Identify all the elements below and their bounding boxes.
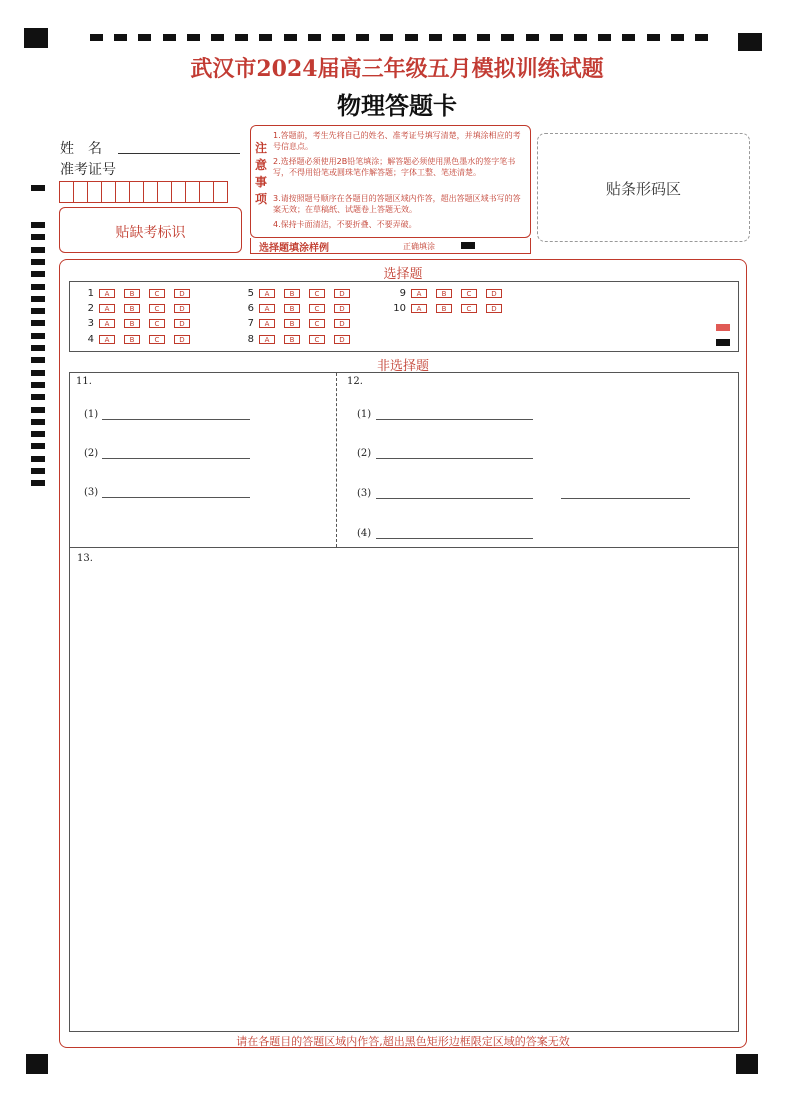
name-field[interactable] (118, 153, 240, 154)
timing-mark-top (114, 34, 127, 41)
option-bubble-b[interactable]: B (284, 289, 300, 298)
q11-12-area (69, 372, 739, 548)
timing-mark-left (31, 357, 45, 363)
option-bubble-b[interactable]: B (284, 319, 300, 328)
notice-item-2: 2.选择题必须使用2B铅笔填涂；解答题必须使用黑色墨水的签字笔书写，不得用铅笔或圆珠笔作解答题；字体工整、笔迹清楚。 (273, 157, 516, 177)
timing-mark-left (31, 333, 45, 339)
q12-part-1-label: (1) (357, 409, 372, 420)
option-bubble-d[interactable]: D (174, 289, 190, 298)
sample-row (250, 238, 531, 254)
option-bubble-a[interactable]: A (99, 319, 115, 328)
option-bubble-a[interactable]: A (99, 289, 115, 298)
timing-mark-left (31, 370, 45, 376)
option-bubble-b[interactable]: B (436, 289, 452, 298)
choice-question-9 (388, 288, 511, 299)
option-bubble-a[interactable]: A (259, 289, 275, 298)
timing-mark-left (31, 480, 45, 486)
exam-id-cell[interactable] (73, 181, 88, 203)
timing-mark-left (31, 419, 45, 425)
option-bubble-c[interactable]: C (309, 289, 325, 298)
notice-heading: 注意事项 (255, 141, 268, 206)
choice-question-8 (236, 334, 359, 345)
timing-mark-left (31, 308, 45, 314)
q11-q12-divider (336, 373, 337, 547)
timing-mark-top (284, 34, 297, 41)
option-bubble-a[interactable]: A (99, 304, 115, 313)
option-bubble-c[interactable]: C (149, 335, 165, 344)
option-bubble-a[interactable]: A (411, 304, 427, 313)
exam-id-cell[interactable] (185, 181, 200, 203)
notice-item-1: 1.答题前，考生先将自己的姓名、准考证号填写清楚，并填涂相应的考号信息点。 (273, 131, 521, 151)
exam-id-cell[interactable] (129, 181, 144, 203)
q12-number: 12. (347, 376, 363, 387)
q11-number: 11. (76, 376, 92, 387)
timing-mark-red (716, 324, 730, 331)
q11-part-1-line[interactable] (102, 419, 250, 420)
option-bubble-a[interactable]: A (259, 335, 275, 344)
option-bubble-a[interactable]: A (259, 304, 275, 313)
timing-mark-top (671, 34, 684, 41)
timing-mark-top (163, 34, 176, 41)
question-number: 8 (247, 333, 254, 345)
timing-mark-top (332, 34, 345, 41)
option-bubble-b[interactable]: B (284, 304, 300, 313)
option-bubble-d[interactable]: D (334, 304, 350, 313)
timing-mark-top (138, 34, 151, 41)
timing-mark-top (429, 34, 442, 41)
q12-part-4-label: (4) (357, 528, 372, 539)
q11-part-1-label: (1) (84, 409, 99, 420)
timing-mark-top (501, 34, 514, 41)
question-number: 5 (247, 288, 254, 299)
timing-mark-left (31, 407, 45, 413)
registration-mark-bottom-right (736, 1054, 758, 1074)
q13-area[interactable] (69, 548, 739, 1032)
q12-part-2-label: (2) (357, 448, 372, 459)
timing-mark-top (574, 34, 587, 41)
option-bubble-a[interactable]: A (411, 289, 427, 298)
option-bubble-d[interactable]: D (174, 304, 190, 313)
timing-mark-left (31, 382, 45, 388)
question-number: 1 (87, 288, 94, 299)
option-bubble-d[interactable]: D (334, 335, 350, 344)
timing-mark-top (526, 34, 539, 41)
option-bubble-c[interactable]: C (309, 319, 325, 328)
timing-mark-left (31, 456, 45, 462)
option-bubble-b[interactable]: B (124, 319, 140, 328)
q11-part-3-line[interactable] (102, 497, 250, 498)
q13-number: 13. (77, 553, 93, 564)
timing-mark-top (380, 34, 393, 41)
timing-mark-left (31, 234, 45, 240)
timing-mark-left-single (31, 185, 45, 191)
exam-id-label: 准考证号 (60, 162, 116, 178)
timing-mark-left (31, 431, 45, 437)
timing-mark-left (31, 345, 45, 351)
timing-mark-left (31, 296, 45, 302)
q12-part-4-line[interactable] (376, 538, 533, 539)
option-bubble-c[interactable]: C (149, 319, 165, 328)
choice-question-10 (388, 303, 511, 314)
notice-item-4: 4.保持卡面清洁，不要折叠、不要弄破。 (273, 220, 417, 229)
option-bubble-d[interactable]: D (334, 289, 350, 298)
absent-sticker-label: 贴缺考标识 (115, 225, 186, 241)
q12-part-2-line[interactable] (376, 458, 533, 459)
timing-mark-left (31, 320, 45, 326)
question-number: 9 (399, 288, 406, 299)
exam-id-cell[interactable] (101, 181, 116, 203)
timing-mark-top (187, 34, 200, 41)
question-number: 3 (87, 318, 94, 330)
option-bubble-b[interactable]: B (284, 335, 300, 344)
timing-mark-top (695, 34, 708, 41)
timing-mark-top (356, 34, 369, 41)
question-number: 2 (87, 303, 94, 315)
option-bubble-d[interactable]: D (174, 335, 190, 344)
option-bubble-c[interactable]: C (461, 304, 477, 313)
option-bubble-c[interactable]: C (149, 289, 165, 298)
question-number: 10 (393, 303, 406, 315)
timing-mark-left (31, 394, 45, 400)
option-bubble-c[interactable]: C (149, 304, 165, 313)
timing-mark-top (211, 34, 224, 41)
exam-title: 武汉市2024届高三年级五月模拟训练试题 (190, 56, 604, 82)
exam-id-boxes[interactable] (59, 181, 227, 203)
timing-mark-left (31, 247, 45, 253)
footer-warning: 请在各题目的答题区域内作答,超出黑色矩形边框限定区域的答案无效 (236, 1035, 570, 1048)
option-bubble-a[interactable]: A (259, 319, 275, 328)
timing-mark-left (31, 284, 45, 290)
option-bubble-c[interactable]: C (309, 304, 325, 313)
nonchoice-section-title: 非选择题 (376, 359, 429, 374)
timing-mark-black (716, 339, 730, 346)
timing-mark-top (453, 34, 466, 41)
option-bubble-d[interactable]: D (486, 304, 502, 313)
registration-mark-bottom-left (26, 1054, 48, 1074)
choice-question-3 (76, 318, 199, 329)
barcode-area[interactable] (537, 133, 750, 242)
option-bubble-a[interactable]: A (99, 335, 115, 344)
notice-box (250, 125, 531, 238)
q11-part-3-label: (3) (84, 487, 99, 498)
q12-part-3-line-a[interactable] (376, 498, 533, 499)
timing-mark-top (647, 34, 660, 41)
choice-question-6 (236, 303, 359, 314)
name-label: 姓 名 (60, 141, 102, 157)
option-bubble-c[interactable]: C (309, 335, 325, 344)
timing-mark-top (405, 34, 418, 41)
option-bubble-b[interactable]: B (436, 304, 452, 313)
timing-mark-left (31, 468, 45, 474)
registration-mark-top-right (738, 33, 762, 51)
q12-part-3-line-b[interactable] (561, 498, 690, 499)
timing-mark-top (477, 34, 490, 41)
choice-question-4 (76, 334, 199, 345)
q12-part-3-label: (3) (357, 488, 372, 499)
correct-fill-label: 正确填涂 (403, 242, 435, 251)
timing-mark-left (31, 222, 45, 228)
timing-mark-top (259, 34, 272, 41)
timing-mark-top (598, 34, 611, 41)
exam-id-cell[interactable] (143, 181, 158, 203)
correct-fill-sample (461, 242, 475, 249)
option-bubble-b[interactable]: B (124, 335, 140, 344)
timing-mark-top (550, 34, 563, 41)
question-number: 4 (87, 333, 94, 345)
exam-id-cell[interactable] (213, 181, 228, 203)
exam-id-cell[interactable] (59, 181, 74, 203)
choice-question-7 (236, 318, 359, 329)
option-bubble-d[interactable]: D (334, 319, 350, 328)
exam-id-cell[interactable] (87, 181, 102, 203)
exam-id-cell[interactable] (115, 181, 130, 203)
timing-mark-left (31, 443, 45, 449)
q12-part-1-line[interactable] (376, 419, 533, 420)
question-number: 7 (247, 318, 254, 330)
timing-mark-left (31, 271, 45, 277)
question-number: 6 (247, 303, 254, 315)
exam-id-cell[interactable] (171, 181, 186, 203)
timing-mark-left (31, 259, 45, 265)
barcode-label: 贴条形码区 (605, 180, 681, 198)
timing-mark-top (235, 34, 248, 41)
option-bubble-d[interactable]: D (174, 319, 190, 328)
timing-mark-top (622, 34, 635, 41)
choice-question-2 (76, 303, 199, 314)
timing-mark-top (90, 34, 103, 41)
choice-question-1 (76, 288, 199, 299)
notice-item-3: 3.请按照题号顺序在各题目的答题区域内作答，超出答题区域书写的答案无效；在草稿纸、试题卷上答题无效。 (273, 194, 521, 214)
option-bubble-b[interactable]: B (124, 304, 140, 313)
q11-part-2-line[interactable] (102, 458, 250, 459)
sample-label: 选择题填涂样例 (259, 243, 329, 254)
registration-mark-top-left (24, 28, 48, 48)
card-subtitle: 物理答题卡 (337, 92, 457, 120)
absent-sticker-area[interactable] (59, 207, 242, 253)
option-bubble-b[interactable]: B (124, 289, 140, 298)
q11-part-2-label: (2) (84, 448, 99, 459)
choice-question-5 (236, 288, 359, 299)
timing-mark-top (308, 34, 321, 41)
option-bubble-c[interactable]: C (461, 289, 477, 298)
choice-section-title: 选择题 (383, 267, 423, 282)
option-bubble-d[interactable]: D (486, 289, 502, 298)
exam-id-cell[interactable] (157, 181, 172, 203)
exam-id-cell[interactable] (199, 181, 214, 203)
